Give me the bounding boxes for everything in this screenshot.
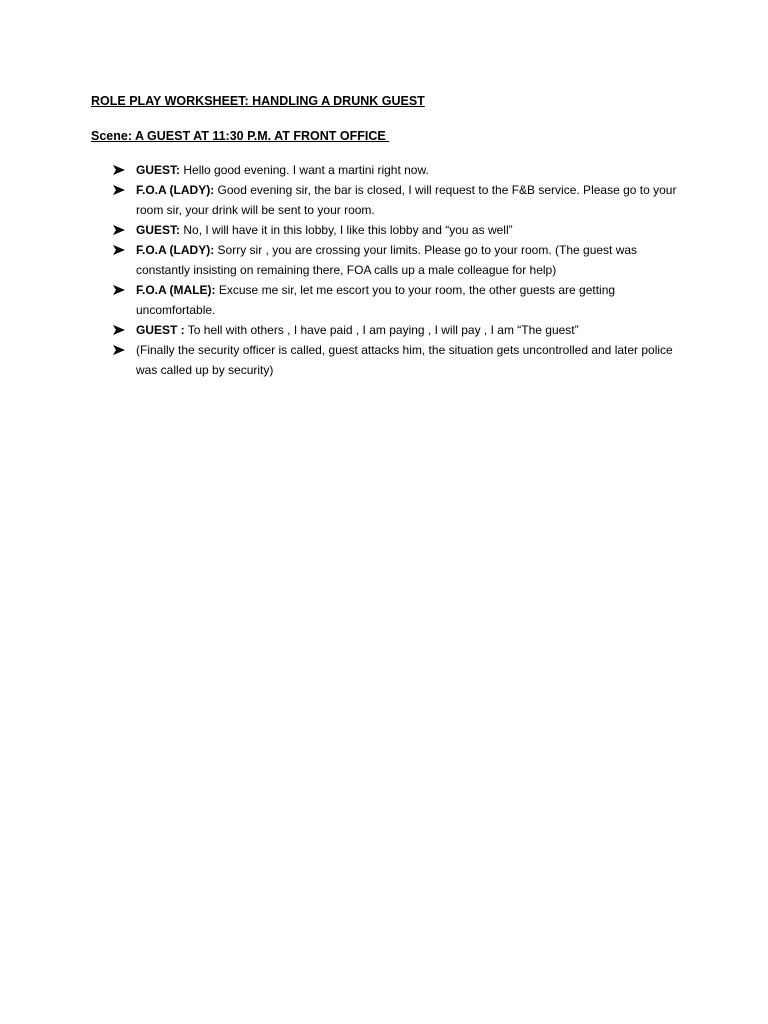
scene-heading: Scene: A GUEST AT 11:30 P.M. AT FRONT OFFICE <box>91 129 390 143</box>
arrowhead-bullet-icon <box>112 320 126 340</box>
dialogue-list <box>112 160 682 380</box>
arrowhead-bullet-icon <box>112 180 126 200</box>
list-item <box>112 160 682 180</box>
list-item <box>112 340 682 380</box>
speaker-label: GUEST: <box>136 163 181 177</box>
line-text: No, I will have it in this lobby, I like this lobby and “you as well” <box>180 223 513 237</box>
speaker-label: GUEST: <box>136 223 181 237</box>
list-item <box>112 240 682 280</box>
worksheet-title: ROLE PLAY WORKSHEET: HANDLING A DRUNK GUEST <box>91 94 425 108</box>
line-text: Sorry sir , you are crossing your limits. Please go to your room. (The guest was constantly insisting on remaining there, FOA calls up a male colleague for help) <box>136 243 638 277</box>
list-item <box>112 180 682 220</box>
line-text: Hello good evening. I want a martini right now. <box>180 163 429 177</box>
line-text: Good evening sir, the bar is closed, I will request to the F&B service. Please go to your room sir, your drink will be sent to your room. <box>136 183 677 217</box>
list-item <box>112 320 682 340</box>
line-text: (Finally the security officer is called, guest attacks him, the situation gets uncontrolled and later police was called up by security) <box>136 343 673 377</box>
list-item <box>112 220 682 240</box>
arrowhead-bullet-icon <box>112 240 126 260</box>
arrowhead-bullet-icon <box>112 160 126 180</box>
speaker-label: GUEST : <box>136 323 185 337</box>
line-text: To hell with others , I have paid , I am paying , I will pay , I am “The guest” <box>184 323 579 337</box>
arrowhead-bullet-icon <box>112 280 126 300</box>
arrowhead-bullet-icon <box>112 340 126 360</box>
list-item <box>112 280 682 320</box>
speaker-label: F.O.A (LADY): <box>136 243 215 257</box>
speaker-label: F.O.A (MALE): <box>136 283 216 297</box>
line-text: Excuse me sir, let me escort you to your room, the other guests are getting uncomfortable. <box>136 283 616 317</box>
arrowhead-bullet-icon <box>112 220 126 240</box>
speaker-label: F.O.A (LADY): <box>136 183 215 197</box>
